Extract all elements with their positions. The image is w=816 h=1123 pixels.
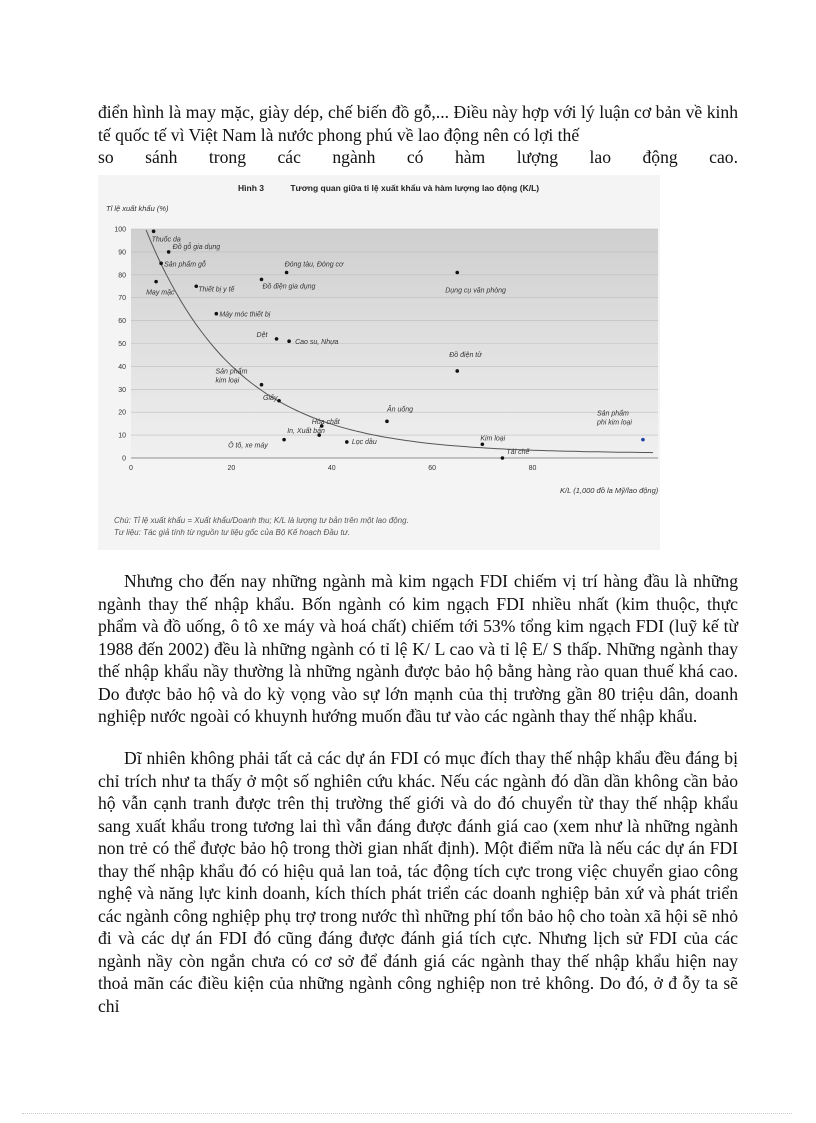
data-point [501, 456, 505, 460]
data-label: Dệt [256, 331, 268, 339]
data-point [481, 442, 485, 446]
data-point [275, 337, 279, 341]
figure-note: Chú: Tỉ lệ xuất khẩu = Xuất khẩu/Doanh thu; K/L là lượng tư bản trên một lao động. [114, 516, 409, 525]
intro-line-2: so sánh trong các ngành có hàm lượng lao động cao. [98, 147, 738, 167]
page-bottom-rule [22, 1113, 792, 1114]
y-tick-label: 20 [118, 409, 126, 417]
y-tick-label: 30 [118, 386, 126, 394]
figure-number: Hình 3 [238, 183, 264, 193]
figure-title [238, 183, 539, 193]
data-point [287, 339, 291, 343]
data-label: Giấy [263, 394, 278, 402]
y-tick-label: 60 [118, 318, 126, 326]
data-point [455, 271, 459, 275]
x-tick-label: 0 [129, 465, 133, 472]
x-tick-label: 60 [428, 465, 437, 472]
data-label: Tái chế [506, 449, 530, 456]
data-label: Ô tô, xe máy [228, 442, 268, 450]
data-label: Sản phẩm [596, 410, 629, 418]
x-axis-title: K/L (1,000 đồ la Mỹ/lao động) [560, 486, 659, 495]
y-tick-label: 100 [114, 226, 126, 234]
data-point [215, 312, 219, 316]
paragraph-2: Nhưng cho đến nay những ngành mà kim ngạch FDI chiếm vị trí hàng đầu là những ngành thay thế nhập khẩu. Bốn ngành có kim ngạch FDI nhiều nhất (kim thuộc, thực phẩm và đồ uống, ô tô xe máy và hoá chất) chiếm tới 53% tổng kim ngạch FDI (luỹ kế từ 1988 đến 2002) đều là những ngành có tỉ lệ K/ L cao và tỉ lệ E/ S thấp. Những ngành thay thế nhập khẩu nầy thường là những ngành được bảo hộ bằng hàng rào quan thuế khá cao. Do được bảo hộ và do kỳ vọng vào sự lớn mạnh của thị trường gần 80 triệu dân, doanh nghiệp nước ngoài có khuynh hướng muốn đầu tư vào các ngành thay thế nhập khẩu. [98, 571, 738, 726]
figure-notes [114, 515, 409, 539]
intro-paragraph [98, 101, 738, 169]
y-tick-label: 40 [118, 363, 126, 371]
data-point [260, 383, 264, 387]
y-tick-label: 80 [118, 272, 126, 280]
data-label: kim loại [215, 377, 240, 385]
data-point [277, 399, 281, 403]
data-label: In, Xuất bản [287, 428, 325, 436]
data-point [167, 250, 171, 254]
x-tick-label: 40 [327, 465, 336, 472]
data-label: Ăn uống [386, 406, 414, 414]
data-point [159, 262, 163, 266]
x-tick-label: 20 [227, 465, 236, 472]
figure-scatter-chart [98, 175, 660, 550]
data-point [385, 420, 389, 424]
data-label: Thuốc da [151, 236, 181, 244]
data-label: Máy móc thiết bị [219, 311, 271, 319]
data-point [345, 440, 349, 444]
data-label: Sản phẩm [215, 368, 248, 376]
data-label: Cao su, Nhựa [295, 339, 339, 347]
data-point [282, 438, 286, 442]
data-label: Sản phẩm gỗ [164, 261, 206, 269]
data-label: Lọc dầu [351, 438, 377, 446]
y-tick-label: 70 [118, 295, 126, 303]
y-axis-title: Tỉ lệ xuất khẩu (%) [106, 204, 169, 213]
data-label: Dụng cụ văn phòng [445, 287, 506, 295]
data-label: Đồ gỗ gia dụng [172, 243, 221, 251]
data-label: Đồ điện gia dụng [262, 283, 316, 291]
figure-title-text: Tương quan giữa tỉ lệ xuất khẩu và hàm lượng lao động (K/L) [290, 183, 540, 193]
data-point [285, 271, 289, 275]
data-label: May mặc [146, 289, 175, 297]
data-label: Đóng tàu, Đóng cơ [284, 261, 344, 269]
data-point [260, 278, 264, 282]
data-point [641, 438, 645, 442]
data-label: phi kim loại [596, 419, 632, 427]
y-tick-label: 10 [118, 432, 126, 440]
data-label: Thiết bị y tế [198, 286, 235, 294]
data-point [154, 280, 158, 284]
scatter-chart [98, 175, 660, 550]
y-tick-label: 0 [122, 455, 126, 463]
paragraph-3: Dĩ nhiên không phải tất cả các dự án FDI có mục đích thay thế nhập khẩu đều đáng bị chỉ trích như ta thấy ở một số nghiên cứu khác. Nếu các ngành đó dần dần không cần bảo hộ vẫn cạnh tranh được trên thị trường thế giới và do đó chuyển từ thay thế nhập khẩu sang xuất khẩu trong tương lai thì vẫn đáng được đánh giá cao (xem như là những ngành non trẻ có thể được bảo hộ trong thời gian nhất định). Một điểm nữa là nếu các dự án FDI thay thế nhập khẩu đó có hiệu quả lan toả, tác động tích cực trong việc chuyển giao công nghệ và năng lực kinh doanh, kích thích phát triển các doanh nghiệp bản xứ và phát triển các ngành công nghiệp phụ trợ trong nước thì những phí tổn bảo hộ cho toàn xã hội sẽ nhỏ đi và các dự án FDI đó cũng đáng được đánh giá tích cực. Nhưng lịch sử FDI của các ngành nầy còn ngắn chưa có cơ sở để đánh giá các ngành thay thế nhập khẩu hiện nay thoả mãn các điều kiện của những ngành công nghiệp non trẻ không. Do đó, ở đ ỗy ta sẽ chỉ [98, 748, 738, 1016]
y-tick-label: 90 [118, 249, 126, 257]
data-point [152, 229, 156, 233]
data-point [455, 369, 459, 373]
y-tick-label: 50 [118, 341, 126, 348]
data-label: Kim loại [480, 435, 506, 443]
data-label: Đồ điện tử [449, 351, 482, 359]
figure-source: Tư liệu: Tác giả tính từ nguồn tư liệu gốc của Bộ Kế hoạch Đầu tư. [114, 528, 350, 537]
x-tick-label: 80 [528, 465, 537, 472]
intro-line-1: điển hình là may mặc, giày dép, chế biến đồ gỗ,... Điều này hợp với lý luận cơ bản về kinh tế quốc tế vì Việt Nam là nước phong phú về lao động nên có lợi thế [98, 102, 738, 145]
data-label: Hóa chất [311, 418, 340, 426]
